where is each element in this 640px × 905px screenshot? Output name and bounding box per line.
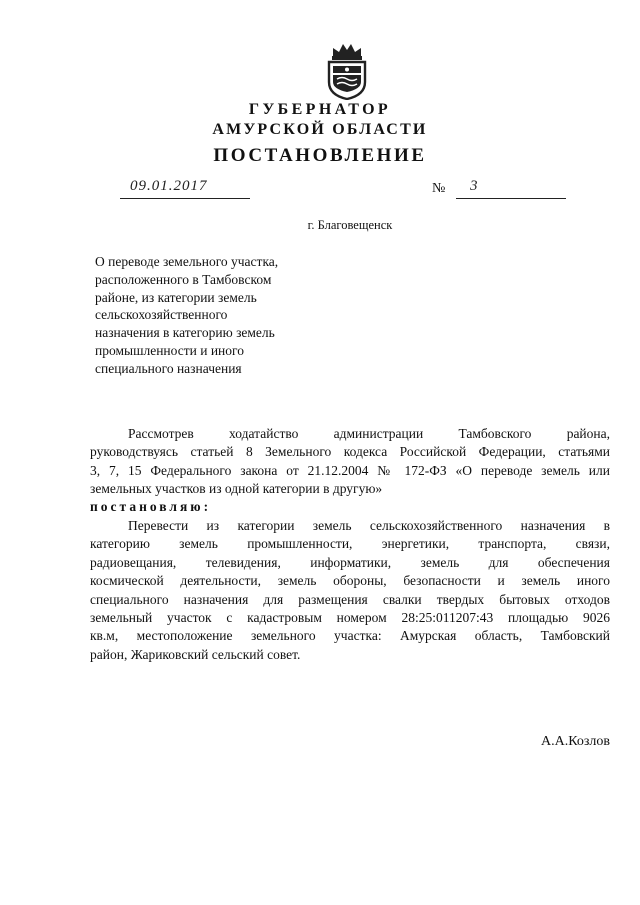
header-governor: ГУБЕРНАТОР bbox=[248, 101, 392, 118]
document-type-title: ПОСТАНОВЛЕНИЕ bbox=[213, 145, 427, 166]
decree-paragraph bbox=[90, 517, 610, 664]
decree-line: кв.м, местоположение земельного участка: Амурская область, Тамбовский bbox=[90, 628, 610, 644]
decree-line: специального назначения для размещения свалки твердых бытовых отходов bbox=[90, 591, 610, 607]
preamble-line: земельных участков из одной категории в другую» bbox=[90, 481, 383, 497]
number-underline bbox=[456, 198, 566, 199]
signature-name: А.А.Козлов bbox=[541, 734, 610, 749]
decree-line: Перевести из категории земель сельскохозяйственного назначения в bbox=[128, 518, 610, 533]
subject-line: назначения в категорию земель bbox=[95, 325, 275, 341]
subject-line: районе, из категории земель bbox=[95, 289, 257, 305]
decree-line: земельный участок с кадастровым номером 28:25:011207:43 площадью 9026 bbox=[90, 610, 610, 626]
subject-line: сельскохозяйственного bbox=[95, 307, 228, 323]
preamble-line: 3, 7, 15 Федерального закона от 21.12.2004 № 172-ФЗ «О переводе земель или bbox=[90, 462, 610, 478]
subject-line: промышленности и иного bbox=[95, 342, 244, 358]
coat-of-arms-icon bbox=[325, 42, 369, 100]
subject-line: расположенного в Тамбовском bbox=[95, 271, 272, 287]
header-region: АМУРСКОЙ ОБЛАСТИ bbox=[212, 121, 428, 138]
number-field bbox=[456, 178, 566, 200]
date-underline bbox=[120, 198, 250, 199]
decree-word bbox=[90, 498, 610, 516]
decree-line: категорию земель промышленности, энергетики, транспорта, связи, bbox=[90, 536, 610, 552]
preamble-line: руководствуясь статьей 8 Земельного кодекса Российской Федерации, статьями bbox=[90, 444, 610, 460]
preamble-paragraph bbox=[90, 425, 610, 499]
handwritten-number: 3 bbox=[470, 178, 478, 194]
number-label: № bbox=[432, 181, 446, 196]
subject-block bbox=[95, 253, 335, 378]
decree-line: космической деятельности, земель обороны, безопасности и земель иного bbox=[90, 573, 610, 589]
subject-line: специального назначения bbox=[95, 360, 242, 376]
decree-line: радиовещания, телевидения, информатики, земель для обеспечения bbox=[90, 554, 610, 570]
handwritten-date: 09.01.2017 bbox=[130, 178, 208, 194]
subject-line: О переводе земельного участка, bbox=[95, 254, 279, 269]
city-line: г. Благовещенск bbox=[307, 218, 393, 232]
preamble-line: Рассмотрев ходатайство администрации Тамбовского района, bbox=[128, 426, 610, 441]
decree-line: район, Жариковский сельский совет. bbox=[90, 646, 301, 662]
decree-word-text: постановляю: bbox=[90, 499, 212, 514]
date-field bbox=[120, 178, 250, 200]
